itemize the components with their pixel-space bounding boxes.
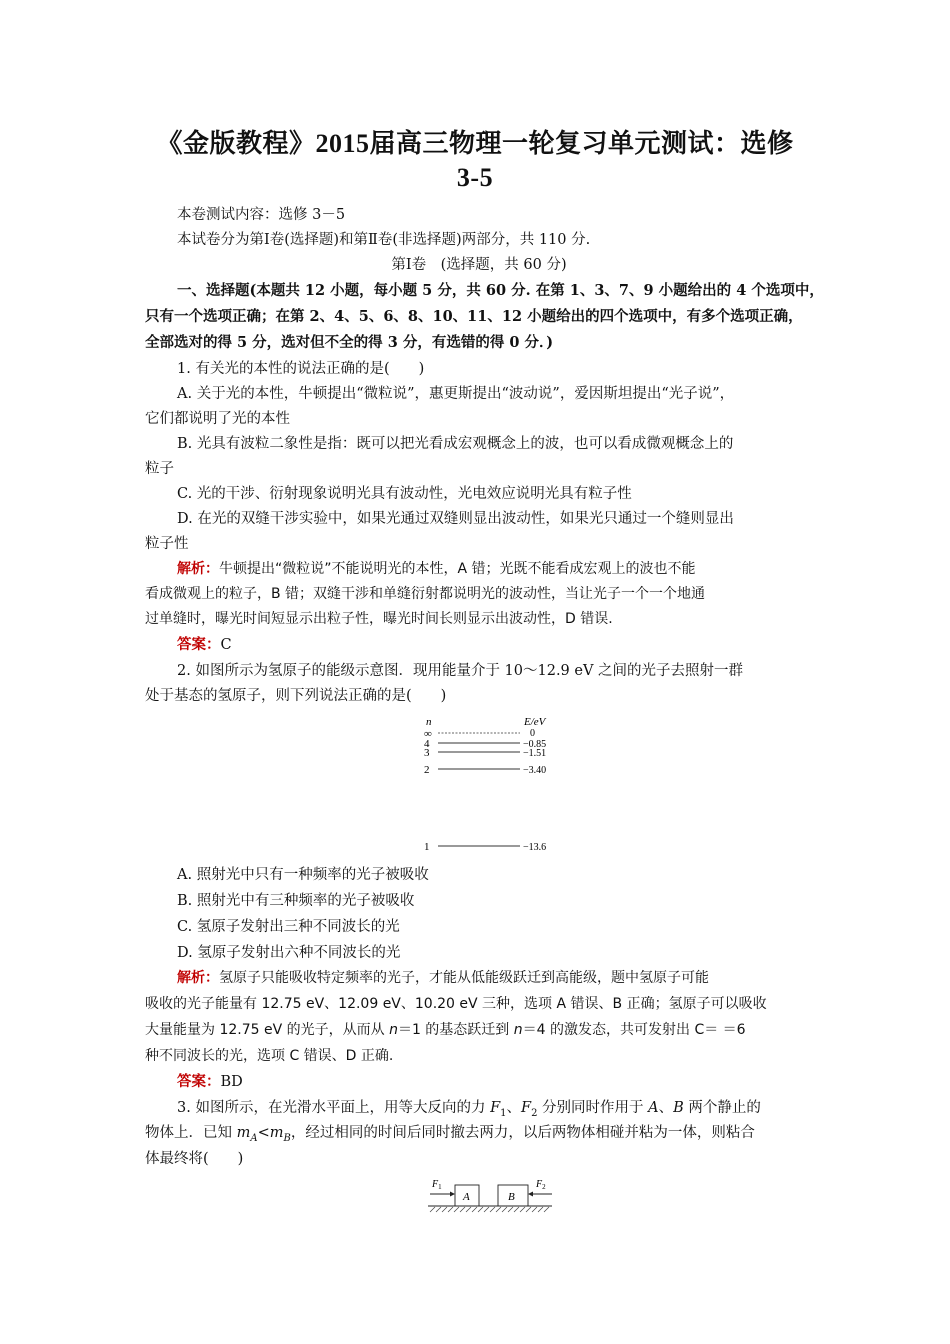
q3-stem-2a: 物体上．已知 bbox=[145, 1125, 237, 1141]
q1-answer-label: 答案： bbox=[177, 636, 221, 653]
q1-analysis-label: 解析： bbox=[177, 561, 219, 577]
level-1-n: 1 bbox=[424, 841, 430, 853]
q2-option-d: D. 氢原子发射出六种不同波长的光 bbox=[177, 945, 401, 961]
q1-option-c: C. 光的干涉、衍射现象说明光具有波动性，光电效应说明光具有粒子性 bbox=[177, 486, 632, 502]
level-2-n: 2 bbox=[424, 764, 430, 776]
block-a-label: A bbox=[463, 1191, 470, 1203]
q1-analysis-line1 bbox=[177, 559, 813, 579]
energy-level-diagram bbox=[418, 714, 568, 854]
q3-f2-subscript: 2 bbox=[531, 1107, 538, 1119]
q2-analysis-text-1: 氢原子只能吸收特定频率的光子，才能从低能级跃迁到高能级，题中氢原子可能 bbox=[219, 970, 709, 986]
q3-ma-symbol: m bbox=[236, 1125, 251, 1141]
f2-label: $F_2$ bbox=[536, 1179, 546, 1191]
q3-b-symbol: B bbox=[673, 1100, 684, 1116]
q2-answer-label: 答案： bbox=[177, 1073, 221, 1090]
q2-analysis-label: 解析： bbox=[177, 970, 219, 986]
q1-analysis-text-1: 牛顿提出“微粒说”不能说明光的本性，A 错；光既不能看成宏观上的波也不能 bbox=[219, 561, 696, 577]
section1-instruction-2: 只有一个选项正确；在第 2、4、5、6、8、10、11、12 小题给出的四个选项中，有多个选项正确， bbox=[145, 308, 803, 325]
q3-stem-2b: ，经过相同的时间后同时撤去两力，以后两物体相碰并粘为一体，则粘合 bbox=[290, 1125, 755, 1141]
q2-analysis-line2: 吸收的光子能量有 12.75 eV、12.09 eV、10.20 eV 三种，选项 A 错误、B 正确；氢原子可以吸收 bbox=[145, 996, 767, 1012]
block-b-label: B bbox=[508, 1191, 515, 1203]
q2-option-a: A. 照射光中只有一种频率的光子被吸收 bbox=[177, 867, 429, 883]
level-inf-n: ∞ bbox=[424, 728, 432, 740]
q1-answer-value: C bbox=[220, 637, 232, 653]
q3-stem-1c: 两个静止的 bbox=[683, 1100, 761, 1116]
ground-hatching bbox=[430, 1207, 549, 1212]
q3-ma-subscript bbox=[250, 1133, 257, 1144]
level-1-e: −13.6 bbox=[523, 842, 547, 853]
q1-option-d-line2: 粒子性 bbox=[145, 536, 189, 552]
q1-stem: 1. 有关光的本性的说法正确的是( ) bbox=[177, 361, 425, 377]
f1-label: $F_1$ bbox=[432, 1179, 442, 1191]
e-axis-label: E/eV bbox=[524, 716, 546, 728]
q3-mb-sub-b: B bbox=[283, 1132, 291, 1144]
q3-stem-1a: 3. 如图所示，在光滑水平面上，用等大反向的力 bbox=[177, 1100, 491, 1116]
level-2-e: −3.40 bbox=[523, 765, 547, 776]
q2-analysis-line4: 种不同波长的光，选项 C 错误、D 正确. bbox=[145, 1048, 394, 1064]
section1-instruction-1: 一、选择题(本题共 12 小题，每小题 5 分，共 60 分. 在第 1、3、7、9 小题给出的 4 个选项中， bbox=[177, 282, 824, 299]
q3-a-symbol: A bbox=[648, 1100, 659, 1116]
q3-ma-sub-a: A bbox=[250, 1132, 258, 1144]
q3-separator-1: 、 bbox=[506, 1100, 521, 1116]
q1-option-a-line1: A. 关于光的本性，牛顿提出“微粒说”，惠更斯提出“波动说”，爱因斯坦提出“光子说”， bbox=[177, 386, 735, 402]
q3-f1-subscript: 1 bbox=[500, 1107, 507, 1119]
test-content: 本卷测试内容：选修 3－5 bbox=[177, 207, 346, 223]
n-axis-label: n bbox=[426, 716, 432, 728]
q3-mb-subscript bbox=[284, 1133, 291, 1144]
q3-less-than: < bbox=[257, 1125, 270, 1141]
q2-option-c: C. 氢原子发射出三种不同波长的光 bbox=[177, 919, 400, 935]
q1-option-b-line1: B. 光具有波粒二象性是指：既可以把光看成宏观概念上的波，也可以看成微观概念上的 bbox=[177, 436, 734, 452]
q2-answer-value: BD bbox=[220, 1074, 243, 1090]
q1-option-b-line2: 粒子 bbox=[145, 461, 174, 477]
q1-analysis-line3: 过单缝时，曝光时间短显示出粒子性，曝光时间长则显示出波动性，D 错误. bbox=[145, 611, 613, 627]
f1-arrowhead bbox=[450, 1192, 455, 1197]
q2-answer bbox=[177, 1072, 813, 1092]
level-inf-e: 0 bbox=[530, 728, 535, 739]
q2-analysis-3a: 大量能量为 12.75 eV 的光子，从而从 bbox=[145, 1022, 390, 1038]
q3-f2-symbol: F bbox=[521, 1100, 532, 1116]
q2-analysis-3d: n bbox=[513, 1022, 523, 1038]
q3-stem-1b: 分别同时作用于 bbox=[537, 1100, 649, 1116]
q2-stem-line1: 2. 如图所示为氢原子的能级示意图．现用能量介于 10～12.9 eV 之间的光子去照射一群 bbox=[177, 663, 744, 679]
document-title-line2: 3-5 bbox=[456, 163, 494, 192]
document-title-line1: 《金版教程》2015届高三物理一轮复习单元测试：选修 bbox=[156, 129, 794, 158]
q1-option-a-line2: 它们都说明了光的本性 bbox=[145, 411, 290, 427]
q3-stem-line2 bbox=[145, 1123, 813, 1149]
f2-arrowhead bbox=[528, 1192, 533, 1197]
q2-analysis-3c: ＝1 的基态跃迁到 bbox=[397, 1022, 514, 1038]
level-4-n: 4 bbox=[424, 738, 430, 750]
q2-analysis-3e: ＝4 的激发态，共可发射出 C＝ ＝6 bbox=[522, 1022, 746, 1038]
part1-heading: 第Ⅰ卷 (选择题，共 60 分) bbox=[391, 257, 567, 273]
q2-option-b: B. 照射光中有三种频率的光子被吸收 bbox=[177, 893, 415, 909]
q3-separator-2: 、 bbox=[658, 1100, 674, 1116]
q2-analysis-3b: n bbox=[389, 1022, 398, 1038]
q2-analysis-line3 bbox=[145, 1020, 813, 1040]
force-blocks-figure bbox=[426, 1176, 554, 1218]
q3-mb-symbol: m bbox=[269, 1125, 284, 1141]
q1-answer bbox=[177, 635, 813, 655]
q2-stem-line2: 处于基态的氢原子，则下列说法正确的是( ) bbox=[145, 688, 447, 704]
section1-instruction-3: 全部选对的得 5 分，选对但不全的得 3 分，有选错的得 0 分．) bbox=[145, 334, 554, 351]
q3-f1-symbol: F bbox=[490, 1100, 501, 1116]
q1-option-d-line1: D. 在光的双缝干涉实验中，如果光通过双缝则显出波动性，如果光只通过一个缝则显出 bbox=[177, 511, 734, 527]
level-3-e: −1.51 bbox=[523, 748, 547, 759]
test-structure: 本试卷分为第Ⅰ卷(选择题)和第Ⅱ卷(非选择题)两部分，共 110 分. bbox=[177, 232, 591, 248]
level-4-e: −0.85 bbox=[523, 739, 547, 750]
q2-analysis-line1 bbox=[177, 968, 813, 988]
q3-stem-line1 bbox=[177, 1098, 813, 1124]
q1-analysis-line2: 看成微观上的粒子，B 错；双缝干涉和单缝衍射都说明光的波动性，当让光子一个一个地通 bbox=[145, 586, 706, 602]
level-3-n: 3 bbox=[424, 747, 430, 759]
q3-stem-line3: 体最终将( ) bbox=[145, 1151, 244, 1167]
